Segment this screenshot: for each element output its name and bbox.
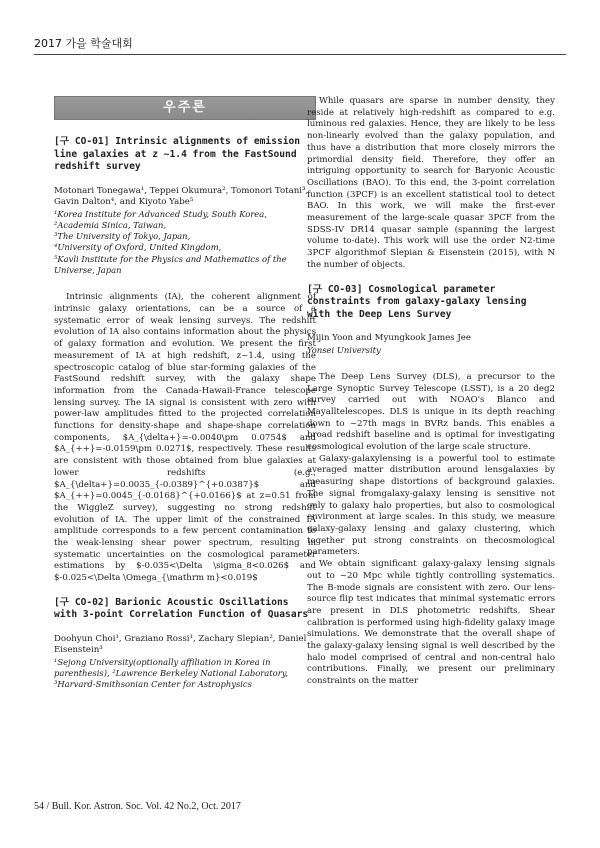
article-title: [구 CO-02] Barionic Acoustic Oscillations with 3-point Correlation Function of Quasars [54,596,309,621]
affiliation: ³The University of Tokyo, Japan, [54,231,191,242]
article-co02 [54,597,316,691]
article-authors: Mijin Yoon and Myungkook James Jee [307,333,471,344]
right-column [307,96,555,688]
article-co03 [307,284,555,688]
affiliation: Yonsei University [307,344,381,355]
affiliation: ¹Sejong University(optionally affiliation in Korea in parenthesis), ²Lawrence Berkeley National Laboratory, ³Harvard-Smithsonian Center for Astrophysics [54,656,288,690]
abstract-paragraph: The Deep Lens Survey (DLS), a precursor to the Large Synoptic Survey Telescope (LSST), is a 20 deg2 survey carried out with NOAO's Blanco and Mayalltelescopes. DLS is unique in its depth reaching down to ~27th mags in BVRz bands. This enables a broad redshift baseline and is optimal for investigating cosmological evolution of the large scale structure. [307,371,555,453]
section-banner: 우주론 [54,96,316,120]
article-abstract: While quasars are sparse in number density, they reside at relatively high-redshift as compared to e.g. luminous red galaxies. Hence, they are likely to be less non-linearly evolved than the galaxy population, and thus have a distribution that more closely mirrors the primordial density field. Therefore, they offer an intriguing opportunity to search for Baryonic Acoustic Oscillations (BAO). To this end, the 3-point correlation function (3PCF) is an excellent statistical tool to detect BAO. In this work, we will make the first-ever measurement of the large-scale quasar 3PCF from the SDSS-IV DR14 quasar sample (spanning the largest volume to-date). This work will use the order N2-time 3PCF algorithmof Slepian & Eisenstein (2015), with N the number of objects. [307,96,555,270]
abstract-paragraph: We obtain significant galaxy-galaxy lensing signals out to ~20 Mpc while tightly controlling systematics. The B-mode signals are consistent with zero. Our lens-source flip test indicates that minimal systematic errors are present in DLS photometric redshifts. Shear calibration is performed using high-fidelity galaxy image simulations. We demonstrate that the overall shape of the galaxy-galaxy lensing signal is well described by the halo model comprised of central and non-central halo contributions. Finally, we present our preliminary constraints on the matter [307,559,555,687]
affiliation: ²Academia Sinica, Taiwan, [54,219,167,230]
header-rule [34,54,566,55]
running-header: 2017 가을 학술대회 [34,37,133,50]
article-title: [구 CO-03] Cosmological parameter constraints from galaxy-galaxy lensing with the Deep Lens Survey [307,283,527,320]
abstract-paragraph: Galaxy-galaxylensing is a powerful tool to estimate averaged matter distribution around lensgalaxies by measuring shape distortions of background galaxies. The signal fromgalaxy-galaxy lensing is sensitive not only to galaxy halo properties, but also to cosmological environment at large scales. In this study, we measure galaxy-galaxy lensing and galaxy clustering, which together put strong constraints on thecosmological parameters. [307,453,555,558]
page-footer: 54 / Bull. Kor. Astron. Soc. Vol. 42 No.2, Oct. 2017 [34,801,241,812]
affiliation: ¹Korea Institute for Advanced Study, South Korea, [54,208,267,219]
article-authors: Doohyun Choi¹, Graziano Rossi¹, Zachary Slepian², Daniel Eisenstein³ [54,633,307,656]
article-abstract: Intrinsic alignments (IA), the coherent alignment of intrinsic galaxy orientations, can be a source of a systematic error of weak lensing surveys. The redshift evolution of IA also contains information about the physics of galaxy formation and evolution. We present the first measurement of IA at high redshift, z~1.4, using the spectroscopic catalog of blue star-forming galaxies of the FastSound redshift survey, with the galaxy shape information from the Canada-Hawaii-France telescope lensing survey. The IA signal is consistent with zero with power-law amplitudes fitted to the projected correlation functions for density-shape and shape-shape correlation components, $A_{\delta+}=-0.0040\pm 0.0754$ and $A_{++}=-0.0159\pm 0.0271$, respectively. These results are consistent with those obtained from blue galaxies at lower redshifts (e.g., $A_{\delta+}=0.0035_{-0.0389}^{+0.0387}$ and $A_{++}=0.0045_{-0.0168}^{+0.0166}$ at z=0.51 from the WiggleZ survey), suggesting no strong redshift evolution of IA. The upper limit of the constrained IA amplitude corresponds to a few percent contamination to the weak-lensing shear power spectrum, resulting in systematic uncertainties on the cosmological parameter estimations by $-0.035<\Delta \sigma_8<0.026$ and $-0.025<\Delta \Omega_{\mathrm m}<0.019$ [54,292,316,584]
article-authors: Motonari Tonegawa¹, Teppei Okumura², Tomonori Totani³, Gavin Dalton⁴, and Kiyoto Yabe⁵ [54,185,309,207]
affiliation: ⁵Kavli Institute for the Physics and Mathematics of the Universe, Japan [54,253,287,275]
article-title: [구 CO-01] Intrinsic alignments of emission line galaxies at z ~1.4 from the FastSound redshift survey [54,136,301,172]
affiliation: ⁴University of Oxford, United Kingdom, [54,242,222,253]
left-column [54,96,316,691]
article-co01 [54,136,316,585]
